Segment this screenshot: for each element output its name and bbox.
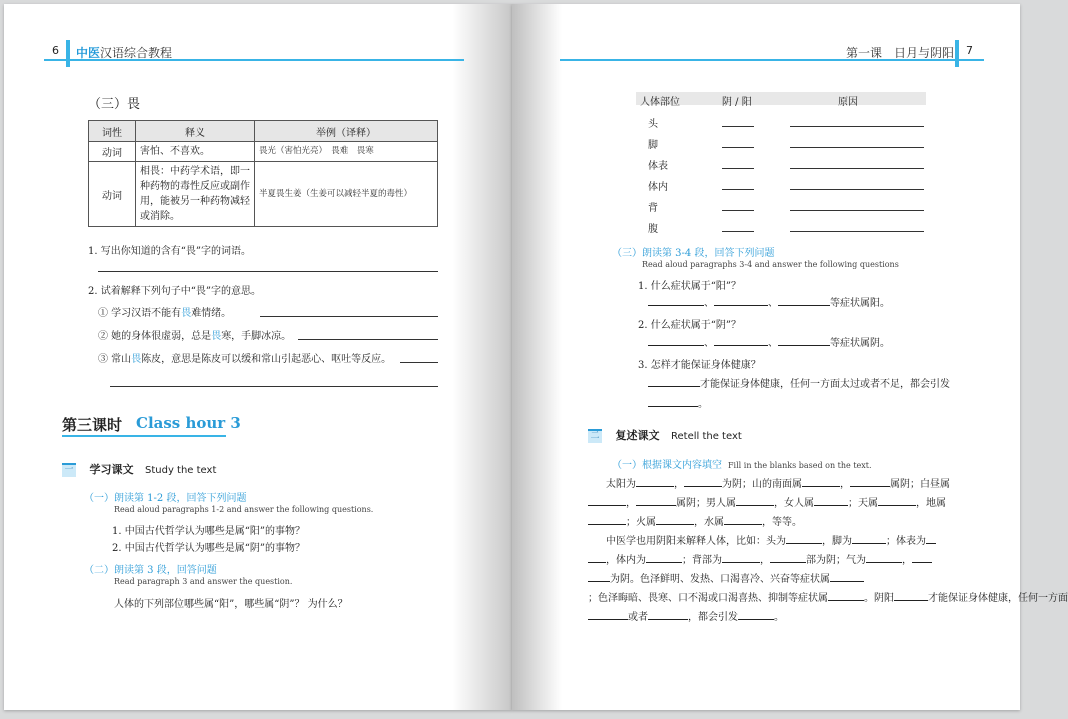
answer-line[interactable] — [400, 362, 438, 363]
class-hour-en: Class hour 3 — [136, 414, 241, 432]
subsection-1-q1: 1. 中国古代哲学认为哪些是属“阳”的事物？ — [112, 526, 305, 537]
retell-sub: （一）根据课文内容填空 Fill in the blanks based on the text. — [612, 460, 872, 471]
table-row — [89, 162, 438, 227]
section-marker: 二 — [588, 429, 602, 443]
table-cell: 动词 — [89, 142, 136, 162]
book-title-highlight: 中医 — [76, 46, 101, 60]
fill-line: ；火属 ，水属 ，等等。 — [588, 513, 802, 528]
answer-line[interactable] — [790, 147, 924, 148]
answer-line[interactable] — [98, 271, 438, 272]
section-heading: （三）畏 — [88, 97, 141, 112]
fill-line: 太阳为 ， 为阴；山的南面属 ， 属阴；白昼属 — [606, 475, 950, 490]
table-header: 人体部位 — [640, 97, 680, 108]
page-number: 6 — [52, 44, 59, 57]
answer-line[interactable] — [790, 210, 924, 211]
fill-line: 中医学也用阴阳来解释人体，比如：头为 ，脚为 ；体表为 — [606, 532, 936, 547]
answer-line[interactable] — [722, 168, 754, 169]
table-cell: 动词 — [89, 162, 136, 227]
fill-line: 为阴。色泽鲜明、发热、口渴喜冷、兴奋等症状属 — [588, 570, 864, 585]
gutter-shadow — [512, 4, 562, 710]
table-cell: 半夏畏生姜（生姜可以减轻半夏的毒性） — [255, 162, 438, 227]
question-1: 1. 写出你知道的含有“畏”字的词语。 — [88, 246, 251, 257]
class-hour-underline — [62, 435, 226, 437]
answer-line[interactable] — [790, 189, 924, 190]
section-marker: 一 — [62, 463, 76, 477]
subsection-3-q2: 2. 什么症状属于“阴”？ — [638, 320, 741, 331]
question-2-item: ③ 常山畏陈皮，意思是陈皮可以缓和常山引起恶心、呕吐等反应。 — [98, 354, 392, 365]
section-title: 学习课文 — [89, 463, 134, 476]
gutter-shadow — [452, 4, 512, 710]
answer-line[interactable] — [260, 316, 438, 317]
table-header: 原因 — [838, 97, 858, 108]
section-retell — [588, 427, 742, 443]
subsection-1-q2: 2. 中国古代哲学认为哪些是属“阴”的事物？ — [112, 543, 305, 554]
fill-line: 或者 ，都会引发 。 — [588, 608, 784, 623]
vocab-table — [88, 120, 438, 227]
table-row — [89, 142, 438, 162]
page-number: 7 — [966, 44, 973, 57]
answer-line[interactable] — [790, 126, 924, 127]
fill-line: ；色泽晦暗、畏寒、口不渴或口渴喜热、抑制等症状属 。阴阳 才能保证身体健康，任何一方面 — [588, 589, 1068, 604]
body-part: 脚 — [648, 140, 658, 151]
answer-row: 、 、 等症状属阴。 — [648, 334, 890, 349]
subsection-3-q3: 3. 怎样才能保证身体健康？ — [638, 360, 761, 371]
subsection-1: （一）朗读第 1-2 段，回答下列问题 — [84, 493, 247, 504]
subsection-3: （三）朗读第 3-4 段，回答下列问题 — [612, 248, 775, 259]
answer-row: 才能保证身体健康，任何一方面太过或者不足，都会引发 — [648, 375, 950, 390]
body-part: 头 — [648, 119, 658, 130]
answer-line[interactable] — [722, 210, 754, 211]
table-cell: 害怕、不喜欢。 — [136, 142, 255, 162]
right-page — [512, 4, 1020, 710]
table-cell: 相畏：中药学术语，即一种药物的毒性反应或副作用，能被另一种药物减轻或消除。 — [136, 162, 255, 227]
subsection-1-en: Read aloud paragraphs 1-2 and answer the following questions. — [114, 505, 374, 514]
answer-row: 。 — [648, 395, 708, 410]
subsection-2: （二）朗读第 3 段，回答问题 — [84, 565, 217, 576]
answer-line[interactable] — [722, 189, 754, 190]
table-header: 阴 / 阳 — [722, 97, 752, 108]
section-study — [62, 461, 216, 477]
body-part: 腹 — [648, 224, 658, 235]
section-title: 复述课文 — [615, 429, 660, 442]
subsection-3-en: Read aloud paragraphs 3-4 and answer the following questions — [642, 260, 899, 269]
book-title — [76, 44, 172, 61]
section-title-en: Study the text — [145, 465, 217, 476]
fill-line: ， 属阴；男人属 ，女人属 ；天属 ，地属 — [588, 494, 946, 509]
subsection-2-q: 人体的下列部位哪些属“阳”，哪些属“阴”？ 为什么？ — [114, 599, 348, 610]
chapter-title: 第一课 日月与阴阳 — [846, 46, 955, 60]
table-header: 举例（译释） — [255, 121, 438, 142]
header-accent-bar — [66, 40, 70, 67]
answer-line[interactable] — [298, 339, 438, 340]
body-part: 背 — [648, 203, 658, 214]
answer-row: 、 、 等症状属阳。 — [648, 294, 890, 309]
table-cell: 畏光（害怕光亮） 畏难 畏寒 — [255, 142, 438, 162]
book-title-rest: 汉语综合教程 — [100, 46, 173, 60]
table-header: 词性 — [89, 121, 136, 142]
subsection-2-en: Read paragraph 3 and answer the question. — [114, 577, 293, 586]
fill-line: ，体内为 ；背部为 ， 部为阴；气为 ， — [588, 551, 932, 566]
answer-line[interactable] — [790, 231, 924, 232]
table-header: 释义 — [136, 121, 255, 142]
section-title-en: Retell the text — [671, 431, 742, 442]
answer-line[interactable] — [722, 126, 754, 127]
header-accent-bar — [955, 40, 959, 67]
class-hour-cn: 第三课时 — [62, 416, 123, 434]
question-2-item: ② 她的身体很虚弱，总是畏寒，手脚冰凉。 — [98, 331, 292, 342]
body-part: 体内 — [648, 182, 668, 193]
question-2-item: ① 学习汉语不能有畏难情绪。 — [98, 308, 232, 319]
answer-line[interactable] — [790, 168, 924, 169]
body-part: 体表 — [648, 161, 668, 172]
question-2: 2. 试着解释下列句子中“畏”字的意思。 — [88, 286, 261, 297]
subsection-3-q1: 1. 什么症状属于“阳”？ — [638, 281, 741, 292]
answer-line[interactable] — [722, 147, 754, 148]
answer-line[interactable] — [110, 386, 438, 387]
answer-line[interactable] — [722, 231, 754, 232]
